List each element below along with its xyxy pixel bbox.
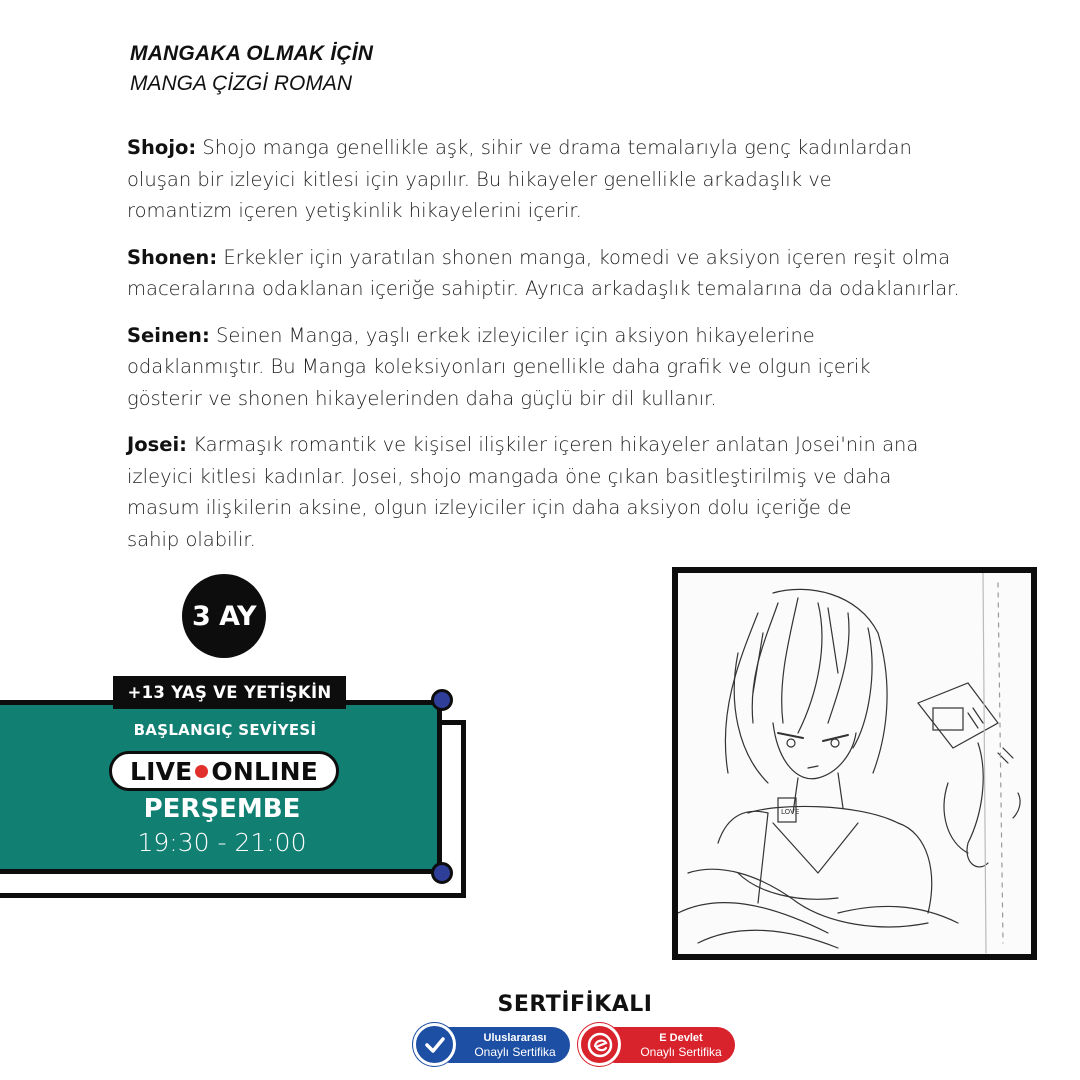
level-label: BAŞLANGIÇ SEVİYESİ xyxy=(133,721,317,739)
genre-description: Seinen Manga, yaşlı erkek izleyiciler için aksiyon hikayelerine odaklanmıştır. Bu Manga koleksiyonları genellikle daha grafik ve olgun içerik gösterir ve shonen hikayelerinden daha güçlü bir dil kullanır. xyxy=(127,323,871,410)
badge-line1: Uluslararası xyxy=(483,1032,547,1044)
genre-josei xyxy=(127,429,977,555)
shirt-love-label: LOVE xyxy=(781,808,800,816)
badge-line2: Onaylı Sertifika xyxy=(640,1045,722,1059)
badge-line1: E Devlet xyxy=(659,1032,703,1044)
record-dot-icon xyxy=(195,765,208,778)
decor-dot-top xyxy=(431,689,453,711)
decor-dot-bottom xyxy=(431,862,453,884)
edevlet-logo-icon xyxy=(578,1023,621,1066)
live-online-badge xyxy=(109,751,339,791)
genre-description: Shojo manga genellikle aşk, sihir ve drama temalarıyla genç kadınlardan oluşan bir izleyici kitlesi için yapılır. Bu hikayeler genellikle arkadaşlık ve romantizm içeren yetişkinlik hikayelerini içerir. xyxy=(127,136,912,222)
genre-description: Karmaşık romantik ve kişisel ilişkiler içeren hikayeler anlatan Josei'nin ana izleyici kitlesi kadınlar. Josei, shojo mangada öne çıkan basitleştirilmiş ve daha masum ilişkilerin aksine, olgun izleyiciler için daha aksiyon dolu içeriğe de sahip olabilir. xyxy=(127,433,919,551)
class-day: PERŞEMBE xyxy=(143,794,301,824)
genre-name: Seinen: xyxy=(127,323,210,347)
genre-name: Shojo: xyxy=(127,136,197,159)
certificate-title: SERTİFİKALI xyxy=(497,992,653,1017)
page-subtitle: MANGA ÇİZGİ ROMAN xyxy=(130,72,353,95)
header xyxy=(130,42,373,96)
class-time: 19:30 - 21:00 xyxy=(137,828,307,857)
genre-shonen xyxy=(127,242,977,305)
badge-line2: Onaylı Sertifika xyxy=(474,1045,556,1059)
duration-badge: 3 AY xyxy=(182,574,266,658)
age-label: +13 YAŞ VE YETİŞKİN xyxy=(113,676,346,709)
genre-description: Erkekler için yaratılan shonen manga, komedi ve aksiyon içeren reşit olma maceralarına odaklanan içeriğe sahiptir. Ayrıca arkadaşlık temalarına da odaklanırlar. xyxy=(127,245,960,300)
genre-name: Shonen: xyxy=(127,245,218,269)
genre-list xyxy=(127,132,977,570)
manga-sketch-drawing xyxy=(678,573,1031,954)
genre-shojo xyxy=(127,132,977,227)
manga-sketch-image xyxy=(672,567,1037,960)
online-text: ONLINE xyxy=(211,756,319,786)
genre-seinen xyxy=(127,320,977,415)
live-text: LIVE xyxy=(129,756,193,786)
check-icon xyxy=(413,1023,456,1066)
genre-name: Josei: xyxy=(127,433,187,456)
page-title: MANGAKA OLMAK İÇİN xyxy=(130,42,374,65)
